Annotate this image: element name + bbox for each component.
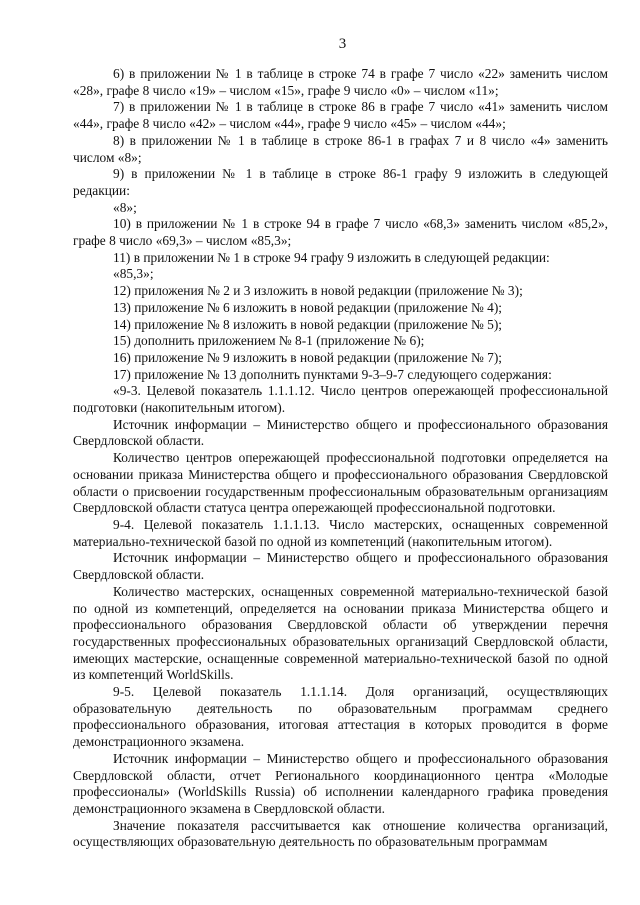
paragraph-item-9: 9) в приложении № 1 в таблице в строке 86-1 графу 9 изложить в следующей редакции:: [73, 166, 608, 198]
paragraph-item-17: 17) приложение № 13 дополнить пунктами 9-3–9-7 следующего содержания:: [113, 366, 552, 382]
paragraph-item-15: 15) дополнить приложением № 8-1 (приложение № 6);: [113, 333, 425, 349]
paragraph-method-9-4: Количество мастерских, оснащенных современной материально-технической базой по одной из компетенций, определяется на основании приказа Министерства общего и профессионального образования Свердловской области об утверждении перечня государственных профессиональных образовательных организаций Свердловской области, имеющих мастерские, оснащенные современной материально-технической базой по одной из компетенций WorldSkills.: [73, 583, 608, 683]
paragraph-item-14: 14) приложение № 8 изложить в новой редакции (приложение № 5);: [113, 316, 503, 332]
paragraph-item-7: 7) в приложении № 1 в таблице в строке 86 в графе 7 число «41» заменить числом «44», графе 8 число «42» – числом «44», графе 9 число «45» – числом «44»;: [73, 99, 608, 132]
paragraph-item-6: 6) в приложении № 1 в таблице в строке 74 в графе 7 число «22» заменить числом «28», графе 8 число «19» – числом «15», графе 9 число «0» – числом «11»;: [73, 66, 608, 98]
paragraph-item-12: 12) приложения № 2 и 3 изложить в новой редакции (приложение № 3);: [113, 283, 523, 299]
paragraph-indicator-9-4: 9-4. Целевой показатель 1.1.1.13. Число мастерских, оснащенных современной материально-технической базой по одной из компетенций (накопительным итогом).: [73, 516, 608, 549]
paragraph-item-8: 8) в приложении № 1 в таблице в строке 86-1 в графах 7 и 8 число «4» заменить числом «8»;: [73, 132, 608, 165]
paragraph-item-13: 13) приложение № 6 изложить в новой редакции (приложение № 4);: [113, 299, 503, 315]
paragraph-source-9-4: Источник информации – Министерство общего и профессионального образования Свердловской области.: [73, 550, 608, 583]
paragraph-indicator-9-5: 9-5. Целевой показатель 1.1.1.14. Доля организаций, осуществляющих образовательную деятельность по образовательным программам среднего профессионального образования, итоговая аттестация в которых проводится в форме демонстрационного экзамена.: [73, 684, 608, 750]
paragraph-item-9-value: «8»;: [113, 199, 137, 215]
page-number: 3: [338, 36, 347, 52]
paragraph-method-9-3: Количество центров опережающей профессиональной подготовки определяется на основании приказа Министерства общего и профессионального образования Свердловской области о присвоении государственным профессиональным образовательным организациям Свердловской области статуса центра опережающей профессиональной подготовки.: [73, 450, 608, 516]
paragraph-source-9-3: Источник информации – Министерство общего и профессионального образования Свердловской области.: [73, 416, 608, 449]
paragraph-source-9-5: Источник информации – Министерство общего и профессионального образования Свердловской области, отчет Регионального координационного центра «Молодые профессионалы» (WorldSkills Russia) об исполнении календарного графика проведения демонстрационного экзамена в Свердловской области.: [73, 750, 608, 816]
paragraph-item-16: 16) приложение № 9 изложить в новой редакции (приложение № 7);: [113, 349, 503, 365]
paragraph-item-10: 10) в приложении № 1 в строке 94 в графе 7 число «68,3» заменить числом «85,2», графе 8 число «69,3» – числом «85,3»;: [73, 216, 608, 249]
paragraph-item-11: 11) в приложении № 1 в строке 94 графу 9 изложить в следующей редакции:: [113, 249, 550, 265]
paragraph-method-9-5: Значение показателя рассчитывается как отношение количества организаций, осуществляющих образовательную деятельность по образовательным программам: [73, 817, 608, 850]
paragraph-item-11-value: «85,3»;: [113, 266, 154, 282]
paragraph-indicator-9-3: «9-3. Целевой показатель 1.1.1.12. Число центров опережающей профессиональной подготовки (накопительным итогом).: [73, 383, 608, 416]
